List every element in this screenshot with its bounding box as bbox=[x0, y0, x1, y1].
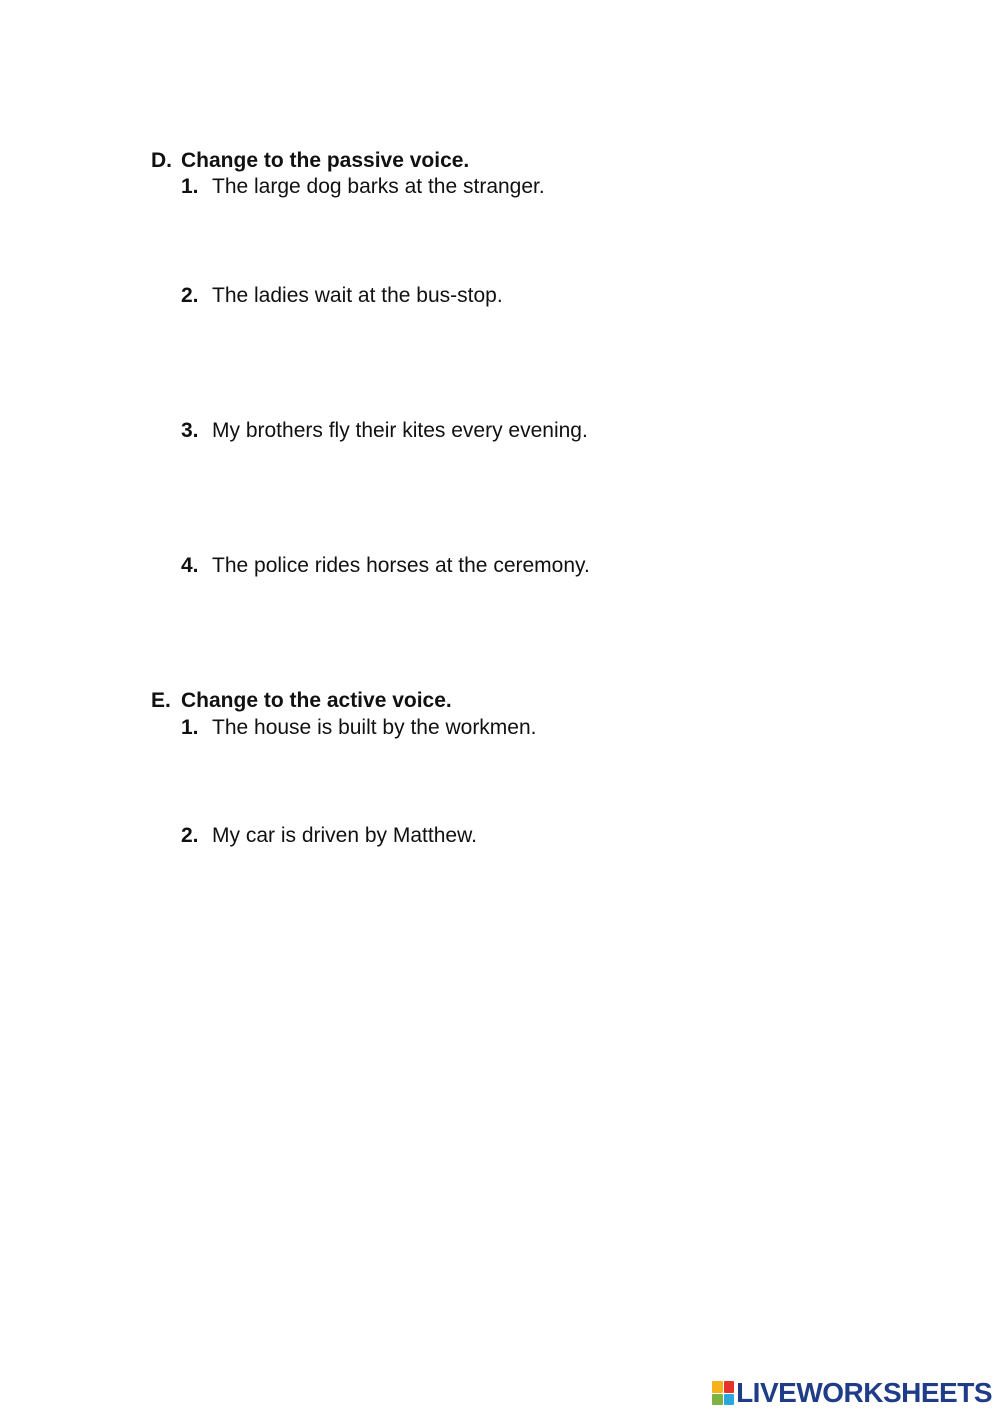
section-d-item-3 bbox=[181, 419, 588, 443]
section-e-item-1 bbox=[181, 716, 537, 740]
liveworksheets-brand bbox=[712, 1378, 992, 1408]
item-number: 1. bbox=[181, 175, 199, 198]
item-number: 1. bbox=[181, 716, 199, 739]
item-text: The large dog barks at the stranger. bbox=[212, 175, 545, 198]
item-number: 3. bbox=[181, 419, 199, 442]
section-e-letter: E. bbox=[151, 689, 171, 712]
liveworksheets-wordmark: LIVEWORKSHEETS bbox=[736, 1377, 992, 1408]
section-d-item-2 bbox=[181, 284, 503, 308]
item-number: 4. bbox=[181, 554, 199, 577]
item-text: The police rides horses at the ceremony. bbox=[212, 554, 590, 577]
section-d-heading bbox=[151, 149, 469, 173]
section-e-heading bbox=[151, 689, 452, 713]
item-text: My car is driven by Matthew. bbox=[212, 824, 477, 847]
logo-square-blue bbox=[724, 1394, 735, 1406]
section-d-item-1 bbox=[181, 175, 545, 199]
section-e-item-2 bbox=[181, 824, 477, 848]
logo-square-green bbox=[712, 1394, 723, 1406]
item-number: 2. bbox=[181, 824, 199, 847]
item-text: The house is built by the workmen. bbox=[212, 716, 537, 739]
item-text: My brothers fly their kites every evening. bbox=[212, 419, 588, 442]
logo-square-yellow bbox=[712, 1381, 723, 1393]
section-d-title: Change to the passive voice. bbox=[181, 149, 470, 172]
logo-square-red bbox=[724, 1381, 735, 1393]
liveworksheets-logo-icon bbox=[712, 1381, 734, 1405]
section-e-title: Change to the active voice. bbox=[181, 689, 452, 712]
section-d-letter: D. bbox=[151, 149, 172, 172]
section-d-item-4 bbox=[181, 554, 590, 578]
item-number: 2. bbox=[181, 284, 199, 307]
item-text: The ladies wait at the bus-stop. bbox=[212, 284, 503, 307]
